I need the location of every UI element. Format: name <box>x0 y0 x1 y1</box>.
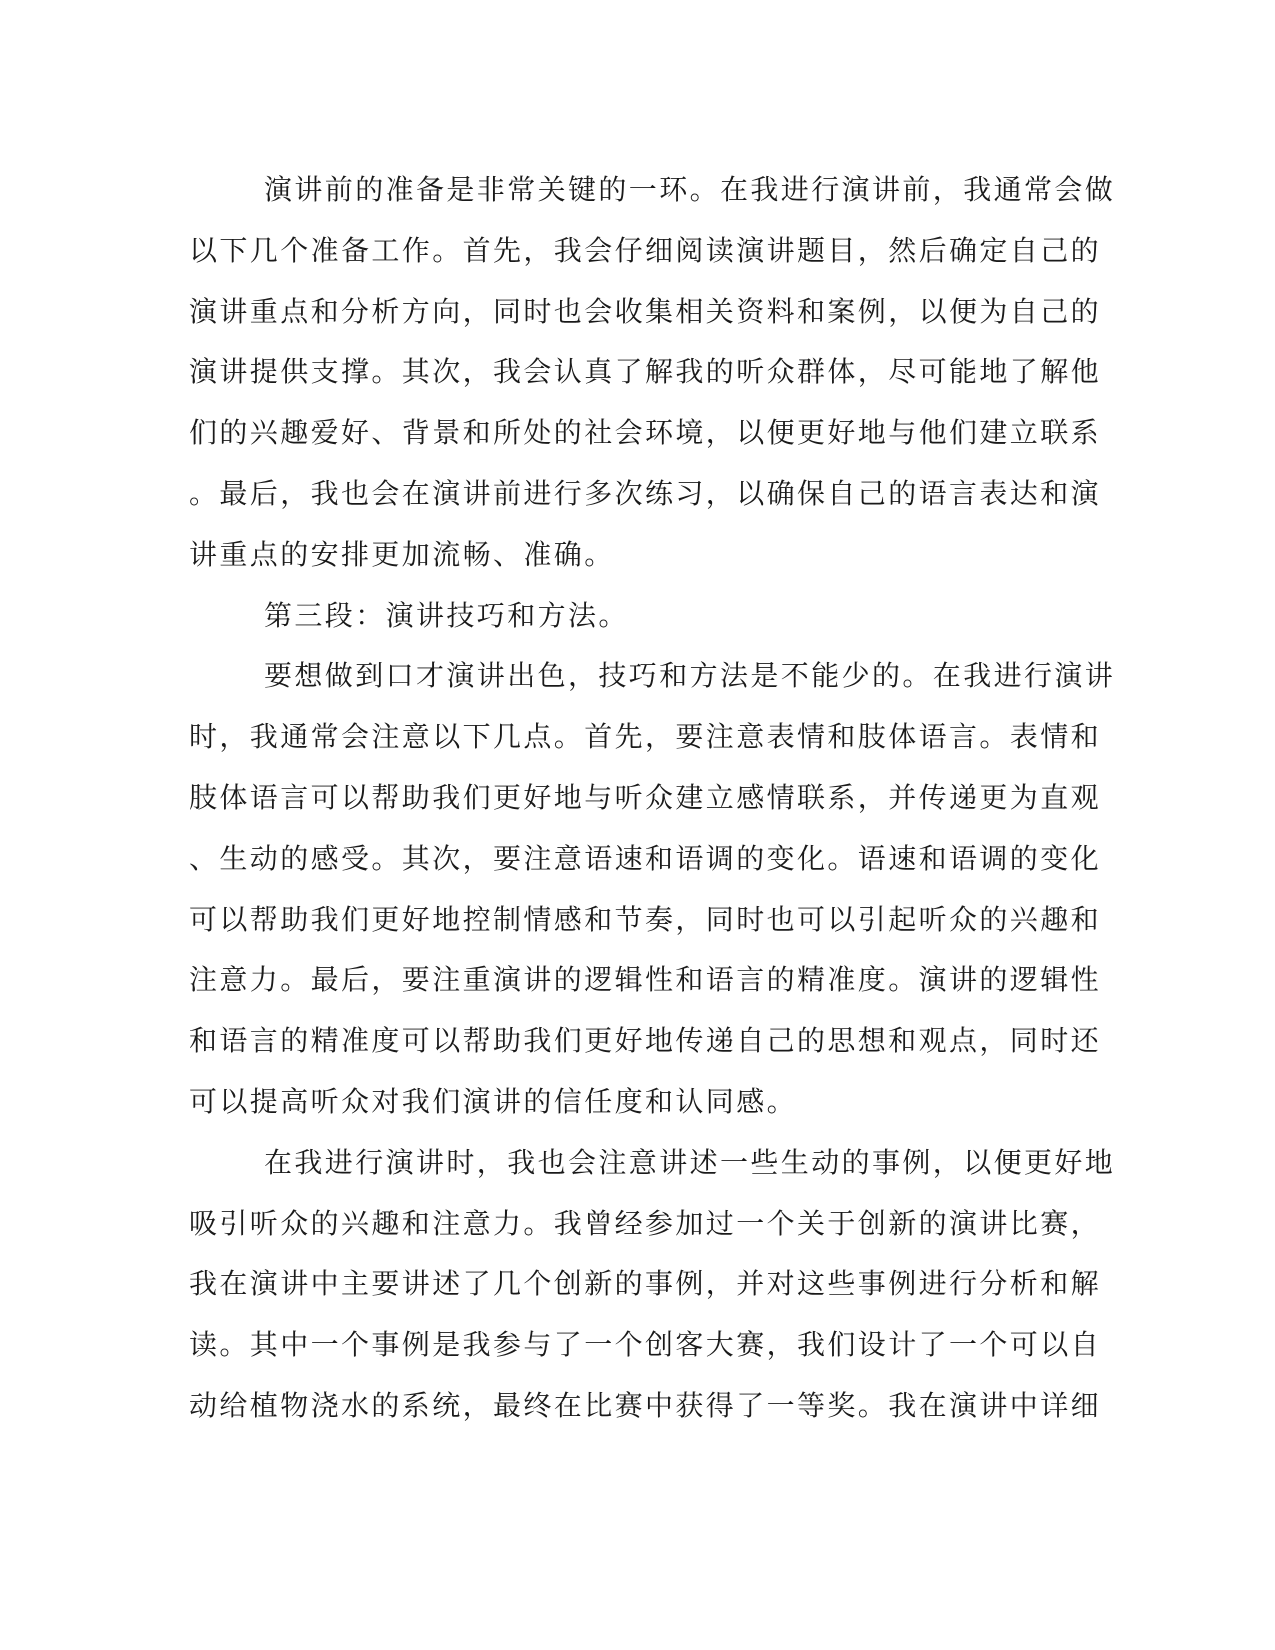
text-line: 讲重点的安排更加流畅、准确。 <box>189 537 615 571</box>
text-line: 时，我通常会注意以下几点。首先，要注意表情和肢体语言。表情和 <box>189 720 1102 754</box>
text-line: 吸引听众的兴趣和注意力。我曾经参加过一个关于创新的演讲比赛， <box>189 1206 1102 1240</box>
text-line: 要想做到口才演讲出色，技巧和方法是不能少的。在我进行演讲 <box>264 659 1116 693</box>
text-line: 可以帮助我们更好地控制情感和节奏，同时也可以引起听众的兴趣和 <box>189 902 1102 936</box>
text-line: 和语言的精准度可以帮助我们更好地传递自己的思想和观点，同时还 <box>189 1024 1102 1058</box>
text-line: 动给植物浇水的系统，最终在比赛中获得了一等奖。我在演讲中详细 <box>189 1388 1102 1422</box>
text-line: 可以提高听众对我们演讲的信任度和认同感。 <box>189 1084 798 1118</box>
text-line: 演讲提供支撑。其次，我会认真了解我的听众群体，尽可能地了解他 <box>189 355 1102 389</box>
text-line: 。最后，我也会在演讲前进行多次练习，以确保自己的语言表达和演 <box>189 476 1102 510</box>
text-line: 读。其中一个事例是我参与了一个创客大赛，我们设计了一个可以自 <box>189 1328 1102 1362</box>
text-line: 们的兴趣爱好、背景和所处的社会环境，以便更好地与他们建立联系 <box>189 416 1102 450</box>
text-line: 演讲重点和分析方向，同时也会收集相关资料和案例，以便为自己的 <box>189 294 1102 328</box>
document-body <box>189 160 1116 1437</box>
text-line: 演讲前的准备是非常关键的一环。在我进行演讲前，我通常会做 <box>264 173 1116 206</box>
text-line: 我在演讲中主要讲述了几个创新的事例，并对这些事例进行分析和解 <box>189 1267 1102 1301</box>
text-line: 以下几个准备工作。首先，我会仔细阅读演讲题目，然后确定自己的 <box>189 233 1102 267</box>
text-line: 在我进行演讲时，我也会注意讲述一些生动的事例，以便更好地 <box>264 1145 1116 1179</box>
text-line: 肢体语言可以帮助我们更好地与听众建立感情联系，并传递更为直观 <box>189 780 1102 814</box>
text-line: 注意力。最后，要注重演讲的逻辑性和语言的精准度。演讲的逻辑性 <box>189 963 1102 997</box>
text-line: 、生动的感受。其次，要注意语速和语调的变化。语速和语调的变化 <box>189 841 1102 875</box>
section-heading: 第三段：演讲技巧和方法。 <box>264 598 629 632</box>
